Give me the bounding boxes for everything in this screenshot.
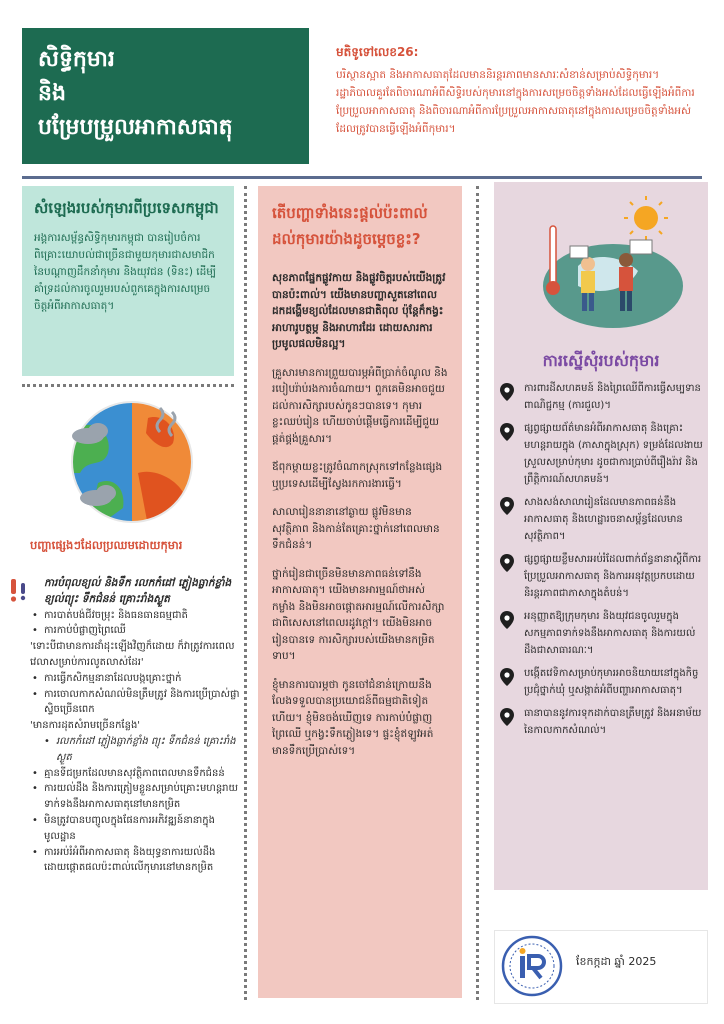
column-divider-left xyxy=(244,186,247,1000)
request-text: ផ្សព្វផ្សាយព័ត៌មានអំពីអាកាសធាតុ និងគ្រោះមហន្តរាយក្នុង (ភាសាក្នុងស្រុក) ទម្រង់ដែលងាយស្រួលសម្រាប់កុមារ ដូចជាការប្រាប់ពីរឿងរ៉ាវ និងព្រឹត្តិការណ៍សហគមន៍។ xyxy=(524,423,703,485)
issue-item: • ការអប់រំអំពីអាកាសធាតុ និងយុទ្ធនាការយល់ដឹងដោយផ្តោតផលប៉ះពាល់លើកុមារនៅមានកម្រិត xyxy=(30,845,242,877)
voices-box xyxy=(22,186,234,376)
issue-item: • ការធ្វើកសិកម្មនានាដែលបង្កគ្រោះថ្នាក់ xyxy=(30,671,242,687)
impact-box xyxy=(258,186,462,998)
issue-item: • ការកាប់បំផ្លាញព្រៃឈើ xyxy=(30,623,242,639)
location-pin-icon xyxy=(500,554,514,572)
voices-title: សំឡេងរបស់កុមារពីប្រទេសកម្ពុជា xyxy=(34,199,219,217)
request-item xyxy=(498,551,704,602)
publication-date: ខែកក្កដា ឆ្នាំ 2025 xyxy=(576,955,657,968)
impact-paragraphs xyxy=(272,270,448,759)
request-item xyxy=(498,608,704,659)
requests-list xyxy=(498,380,704,745)
issue-item: • ការចោលកាកសំណល់មិនត្រឹមត្រូវ និងការប្រើប្រាស់ផ្លាស្ទិចច្រើនពេក xyxy=(30,687,242,719)
warning-icon xyxy=(8,577,30,603)
issue-item: • មិនត្រូវបានបញ្ចូលក្នុងផែនការអភិវឌ្ឍន៍នានាក្នុងមូលដ្ឋាន xyxy=(30,813,242,845)
location-pin-icon xyxy=(500,423,514,441)
request-text: សាងសង់សាលារៀនដែលមានភាពធន់នឹងអាកាសធាតុ និងហេដ្ឋារចនាសម្ព័ន្ធដែលមានសុវត្ថិភាព។ xyxy=(524,497,683,542)
voices-body: អង្គការសម្ព័ន្ធសិទ្ធិកុមារកម្ពុជា បានរៀបចំការពិគ្រោះយោបល់ជាច្រើនជាមួយកុមារជាសមាជិកនៃបណ្តាញដឹកនាំកុមារ និងយុវជន (ទិនះ) ដើម្បីគាំទ្រដល់ការចូលរួមរបស់ពួកគេក្នុងការសម្រេចចិត្តអំពីអាកាសធាតុ។ xyxy=(34,232,217,312)
request-item xyxy=(498,494,704,545)
issue-item: • ការយល់ដឹង និងការត្រៀមខ្លួនសម្រាប់គ្រោះមហន្តរាយទាក់ទងនឹងអាកាសធាតុនៅមានកម្រិត xyxy=(30,781,242,813)
title-line-2: និង xyxy=(38,80,66,106)
request-item xyxy=(498,705,704,739)
requests-title: ការស្នើសុំរបស់កុមារ xyxy=(542,351,660,370)
general-comment-text: បរិស្ថានស្អាត និងអាកាសធាតុដែលមាននិរន្តរភាពមានសារៈសំខាន់សម្រាប់សិទ្ធិកុមារ។ រដ្ឋាភិបាលគួរតែពិចារណាអំពីសិទ្ធិរបស់កុមារនៅក្នុងការសម្រេចចិត្តទាំងអស់ដែលធ្វើឡើងអំពីការប្រែប្រួលអាកាសធាតុ និងពិចារណាអំពីការប្រែប្រួលអាកាសធាតុនៅក្នុងការសម្រេចចិត្តទាំងអស់ដែលត្រូវបានធ្វើឡើងអំពីកុមារ។ xyxy=(336,69,695,135)
title-block xyxy=(22,28,309,164)
issue-item: 'មានការដុតសំរាមច្រើនកន្លែង' xyxy=(30,720,141,732)
title-line-3: បម្រែបម្រួលអាកាសធាតុ xyxy=(38,114,233,140)
issue-item: • ការបាត់បង់ជីវចម្រុះ និងធនធានធម្មជាតិ xyxy=(30,608,242,624)
issue-item: ការបំពុលខ្យល់ និងទឹក រលកកំដៅ ភ្លៀងធ្លាក់ខ្លាំង ខ្យល់ព្យុះ ទឹកជំនន់ គ្រោះរាំងស្ងួត xyxy=(44,577,232,605)
impact-paragraph: សុខភាពផ្នែកផ្លូវកាយ និងផ្លូវចិត្តរបស់យើងត្រូវបានប៉ះពាល់។ យើងមានបញ្ហាសួតនៅពេលដកដង្ហើមខ្យល់ដែលមានជាតិពុល ប៉ុន្តែក៏កង្វះអាហារូបត្ថម្ភ និងអាហារដែរ ដោយសារការប្រមូលផលមិនល្អ។ xyxy=(272,272,446,350)
column-divider-right xyxy=(476,186,479,1000)
location-pin-icon xyxy=(500,668,514,686)
children-climate-protest-illustration xyxy=(518,196,688,334)
location-pin-icon xyxy=(500,497,514,515)
impact-paragraph: ខ្ញុំមានការបារម្ភថា កូនចៅជំនាន់ក្រោយនឹងលែងទទួលបានប្រយោជន៍ពីធម្មជាតិទៀតហើយ។ ខ្ញុំមិនចង់ឃើញទេ ការកាប់បំផ្លាញព្រៃឈើ ឬកង្វះទឹកភ្លៀងទេ។ ផ្ទះខ្ញុំឥឡូវអត់មានទឹកប្រើប្រាស់ទេ។ xyxy=(272,678,434,757)
request-item xyxy=(498,665,704,699)
issue-item: • គ្មានទីជម្រកដែលមានសុវត្ថិភាពពេលមានទឹកជំនន់ xyxy=(30,766,242,782)
impact-paragraph: ឪពុកម្តាយខ្លះត្រូវចំណាកស្រុកទៅកន្លែងផ្សេង ឬប្រទេសដើម្បីស្វែងរកការងារធ្វើ។ xyxy=(272,461,443,490)
location-pin-icon xyxy=(500,383,514,401)
request-text: អនុញ្ញាតឱ្យក្រុមកុមារ និងយុវជនចូលរួមក្នុងសកម្មភាពទាក់ទងនឹងអាកាសធាតុ និងការយល់ដឹងជាសាធារណៈ។ xyxy=(524,611,696,656)
title-line-1: សិទ្ធិកុមារ xyxy=(38,46,115,72)
impact-paragraph: គ្រួសារមានការព្រួយបារម្ភអំពីប្រាក់ចំណូល និងរបៀបរ៉ាប់រងការចំណាយ។ ពួកគេមិនអាចជួយដល់ការសិក្សារបស់កូនៗបានទេ។ កុមារខ្លះឈប់រៀន ហើយចាប់ផ្តើមធ្វើការដើម្បីជួយផ្គត់ផ្គង់គ្រួសារ។ xyxy=(272,366,448,445)
issue-item: 'ទោះបីជាមានការដាំដុះឡើងវិញក៏ដោយ ក៏វាត្រូវការពេលវេលាសម្រាប់ការលូតលាស់ដែរ' xyxy=(30,641,235,668)
earth-climate-icon xyxy=(68,398,196,526)
organization-logo xyxy=(500,934,564,998)
impact-paragraph: សាលារៀននានានៅឆ្ងាយ ផ្លូវមិនមានសុវត្ថិភាព និងកាន់តែគ្រោះថ្នាក់នៅពេលមានទឹកជំនន់។ xyxy=(272,506,440,551)
top-divider xyxy=(22,176,702,179)
request-text: ផ្សព្វផ្សាយខ្លឹមសារអប់រំដែលពាក់ព័ន្ធនានាស្តីពីការប្រែប្រួលអាកាសធាតុ និងការអនុវត្តប្រកបដោយនិរន្តរភាពជាភាសាក្នុងតំបន់។ xyxy=(524,554,702,599)
impact-title: តើបញ្ហាទាំងនេះផ្តល់ប៉ះពាល់ដល់កុមារយ៉ាងដូចម្តេចខ្លះ? xyxy=(272,204,428,248)
issues-list xyxy=(30,576,242,876)
impact-paragraph: ថ្នាក់រៀនជាច្រើនមិនមានភាពធន់ទៅនឹងអាកាសធាតុ។ យើងមានអារម្មណ៍ថាអស់កម្លាំង និងមិនអាចផ្តោតអារម្មណ៍លើការសិក្សា ជាពិសេសនៅពេលរដូវក្តៅ។ យើងមិនអាចរៀនបានទេ ការសិក្សារបស់យើងមានកម្រិតទាប។ xyxy=(272,567,445,662)
general-comment-label: មតិទូទៅលេខ26: xyxy=(336,45,419,59)
issues-title: បញ្ហាផ្សេងៗដែលប្រឈមដោយកុមារ xyxy=(30,538,183,552)
request-text: ធានាបាននូវការទុកដាក់បានត្រឹមត្រូវ និងអនាម័យនៃកាលកាកសំណល់។ xyxy=(524,708,702,736)
request-item xyxy=(498,420,704,488)
request-item xyxy=(498,380,704,414)
location-pin-icon xyxy=(500,611,514,629)
request-text: បង្កើតវេទិកាសម្រាប់កុមារអាចនិយាយនៅក្នុងកិច្ចប្រជុំថ្នាក់ឃុំ ឬសង្កាត់អំពីបញ្ហាអាកាសធាតុ។ xyxy=(524,668,699,696)
location-pin-icon xyxy=(500,708,514,726)
request-text: ការពារដីសហគមន៍ និងព្រៃឈើពីការធ្វើសម្បទានពាណិជ្ជកម្ម (ការជួល)។ xyxy=(524,383,701,411)
issue-item: • រលកកំដៅ ភ្លៀងធ្លាក់ខ្លាំង ព្យុះ ទឹកជំនន់ គ្រោះរាំងស្ងួត xyxy=(30,734,242,766)
left-divider xyxy=(22,384,234,387)
